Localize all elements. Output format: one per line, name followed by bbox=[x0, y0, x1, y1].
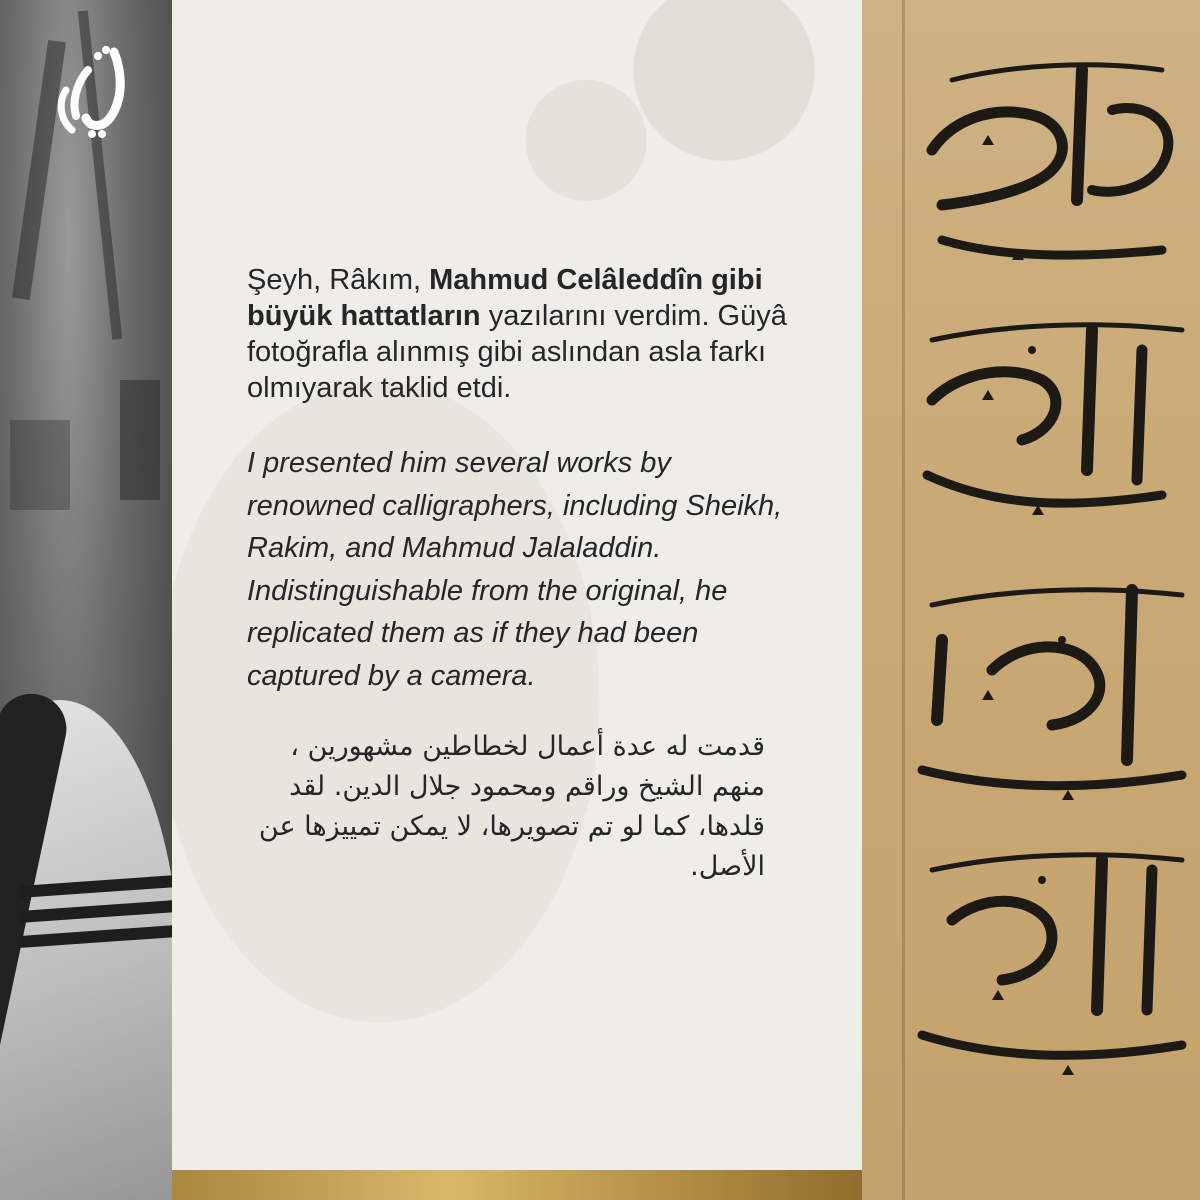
quote-block bbox=[247, 262, 787, 887]
text-panel bbox=[172, 0, 862, 1170]
gilded-border bbox=[172, 1170, 862, 1200]
turkish-quote: Şeyh, Râkım, Mahmud Celâleddîn gibi büyük hattatların yazılarını verdim. Güyâ fotoğrafla alınmış gibi aslından asla farkı olmıyarak taklid etdi. bbox=[247, 264, 787, 404]
logo-icon bbox=[52, 42, 134, 138]
arabic-translation: قدمت له عدة أعمال لخطاطين مشهورين ، منهم الشيخ وراقم ومحمود جلال الدين. لقد قلدها، كما لو تم تصويرها، لا يمكن تمييزها عن الأصل. bbox=[258, 731, 765, 882]
calligraphy-image bbox=[862, 0, 1200, 1200]
turkish-bold-names: Mahmud Celâleddîn gibi büyük hattatların bbox=[247, 264, 763, 332]
background-photo bbox=[0, 0, 172, 1200]
english-translation: I presented him several works by renowned calligraphers, including Sheikh, Rakim, and Mahmud Jalaladdin. Indistinguishable from the original, he replicated them as if they had been captured by a camera. bbox=[247, 447, 783, 692]
